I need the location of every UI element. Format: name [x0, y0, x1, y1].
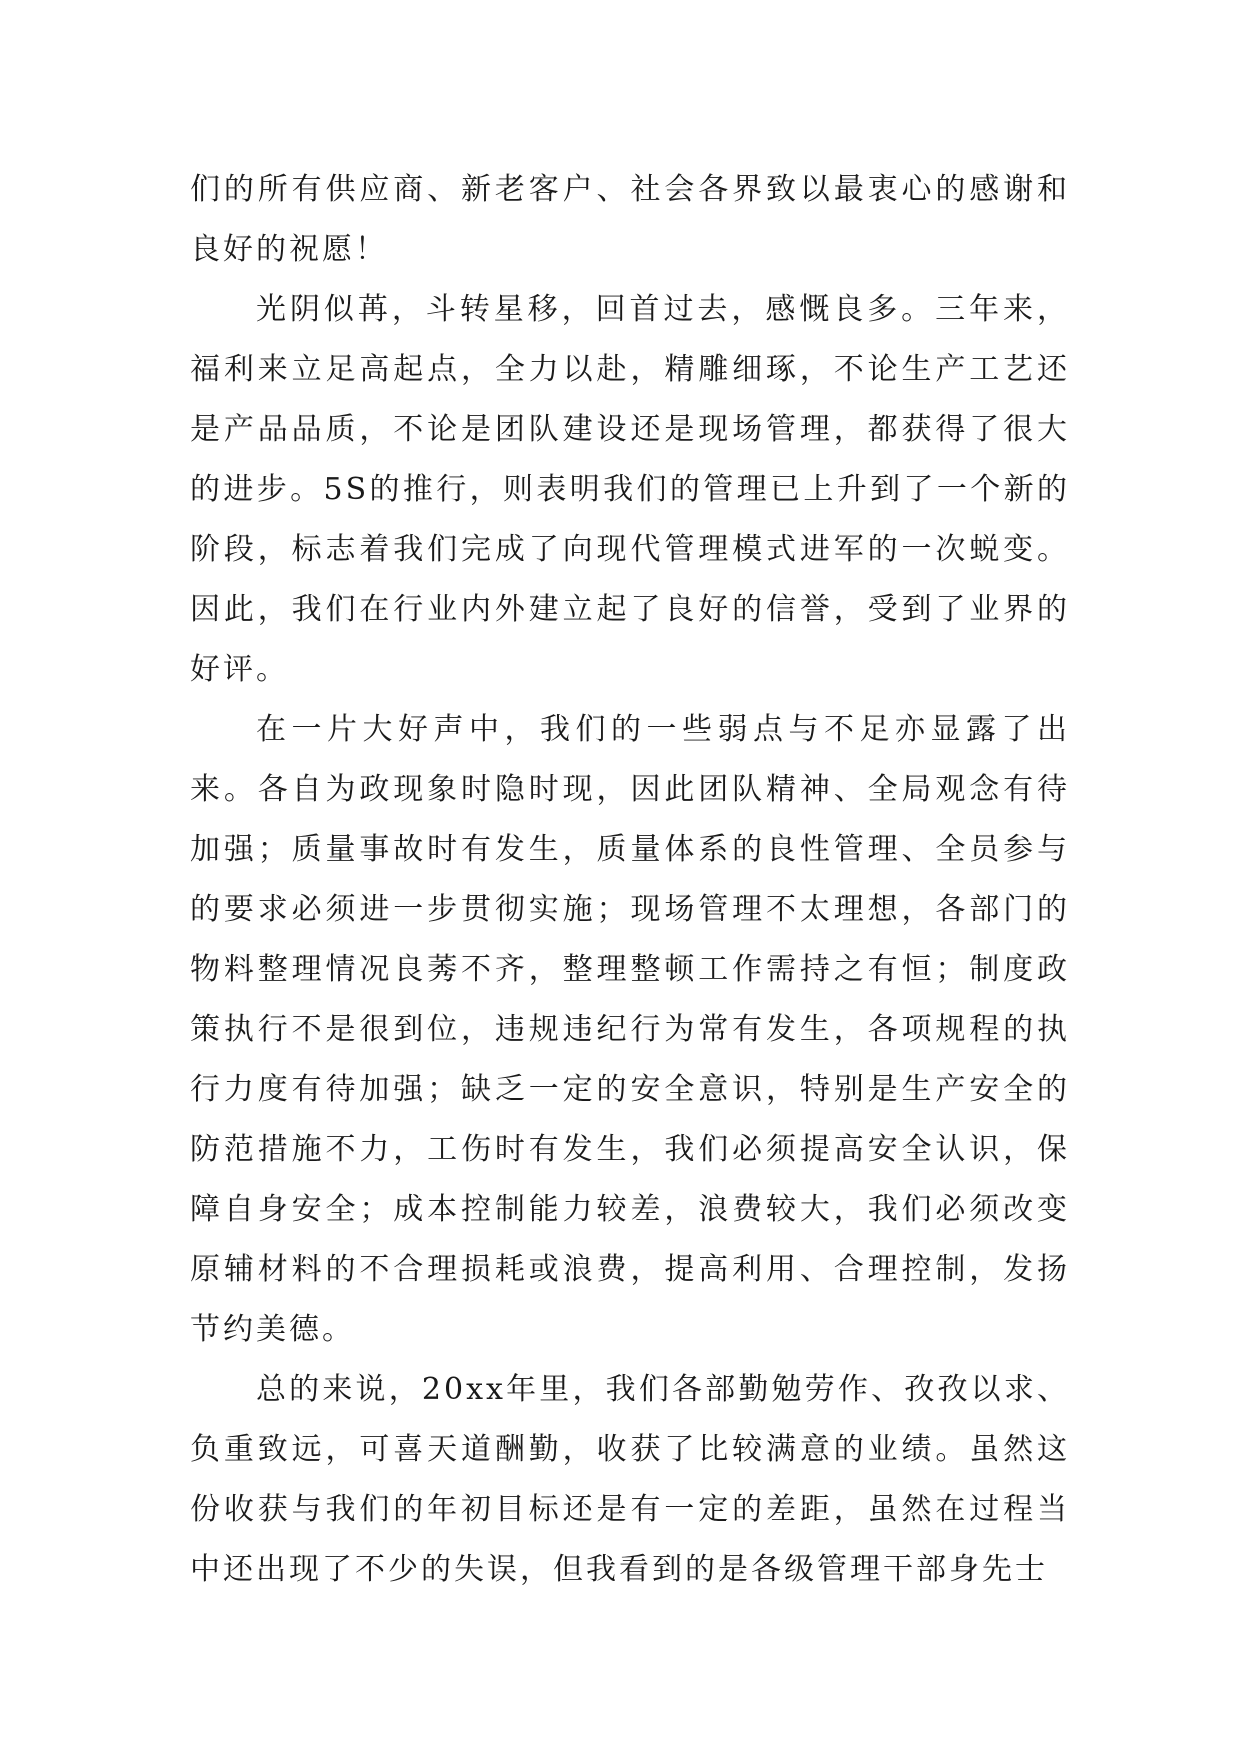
- paragraph-3: 在一片大好声中，我们的一些弱点与不足亦显露了出来。各自为政现象时隐时现，因此团队精神、全局观念有待加强；质量事故时有发生，质量体系的良性管理、全员参与的要求必须进一步贯彻实施；现场管理不太理想，各部门的物料整理情况良莠不齐，整理整顿工作需持之有恒；制度政策执行不是很到位，违规违纪行为常有发生，各项规程的执行力度有待加强；缺乏一定的安全意识，特别是生产安全的防范措施不力，工伤时有发生，我们必须提高安全认识，保障自身安全；成本控制能力较差，浪费较大，我们必须改变原辅材料的不合理损耗或浪费，提高利用、合理控制，发扬节约美德。: [190, 712, 1070, 1347]
- paragraph-4: 总的来说，20xx年里，我们各部勤勉劳作、孜孜以求、负重致远，可喜天道酬勤，收获了比较满意的业绩。虽然这份收获与我们的年初目标还是有一定的差距，虽然在过程当中还出现了不少的失误，但我看到的是各级管理干部身先士: [190, 1372, 1070, 1587]
- paragraph-1: 们的所有供应商、新老客户、社会各界致以最衷心的感谢和良好的祝愿！: [190, 172, 1070, 267]
- document-body: [190, 160, 1070, 1600]
- paragraph-2: 光阴似苒，斗转星移，回首过去，感慨良多。三年来，福利来立足高起点，全力以赴，精雕细琢，不论生产工艺还是产品品质，不论是团队建设还是现场管理，都获得了很大的进步。5S的推行，则表明我们的管理已上升到了一个新的阶段，标志着我们完成了向现代管理模式进军的一次蜕变。因此，我们在行业内外建立起了良好的信誉，受到了业界的好评。: [190, 292, 1070, 687]
